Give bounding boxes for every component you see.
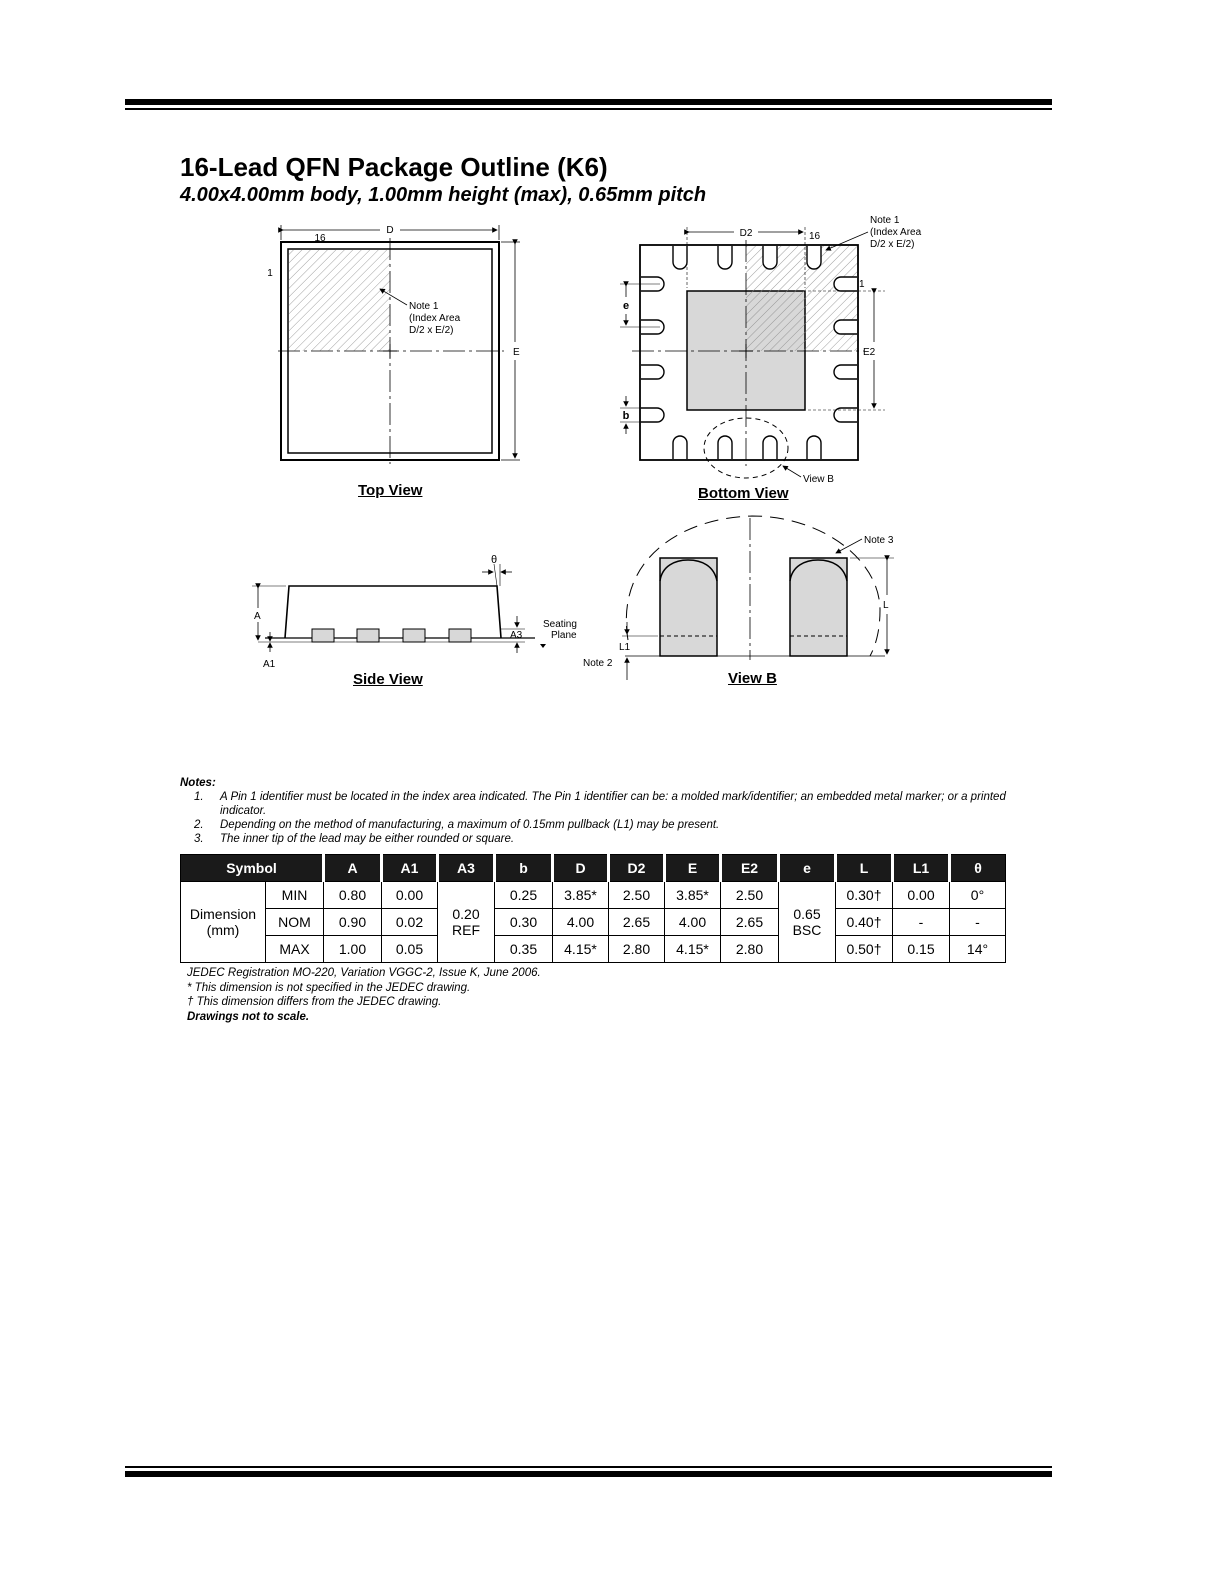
top-view-label: Top View	[358, 482, 423, 499]
dimensions-table	[180, 854, 1006, 963]
package-drawings	[0, 0, 1224, 720]
bottom-view-b-label: View B	[803, 474, 834, 485]
row-label: NOM	[266, 909, 324, 936]
table-row	[181, 936, 1006, 963]
cell-e2: 2.80	[721, 936, 779, 963]
page-title: 16-Lead QFN Package Outline (K6)	[180, 152, 608, 182]
view-b-drawing	[583, 516, 894, 680]
bottom-dim-b: b	[622, 410, 630, 422]
header-a: A	[324, 855, 382, 882]
header-a3: A3	[438, 855, 495, 882]
row-label: MAX	[266, 936, 324, 963]
header-l: L	[836, 855, 893, 882]
cell-e2: 2.50	[721, 882, 779, 909]
viewb-note2: Note 2	[583, 658, 613, 669]
bottom-pin16-label: 16	[809, 231, 821, 242]
viewb-dim-l: L	[883, 600, 889, 611]
note-text: Depending on the method of manufacturing, a maximum of 0.15mm pullback (L1) may be present.	[220, 819, 720, 831]
cell-e: 4.15*	[665, 936, 721, 963]
cell-d2: 2.80	[609, 936, 665, 963]
cell-e: 4.00	[665, 909, 721, 936]
footnote-jedec: JEDEC Registration MO-220, Variation VGGC-2, Issue K, June 2006.	[187, 967, 541, 979]
top-pin1-label: 1	[267, 268, 273, 279]
bottom-view-label: Bottom View	[698, 485, 789, 502]
cell-l: 0.30†	[836, 882, 893, 909]
note-number: 2.	[194, 819, 204, 831]
bottom-pin1-label: 1	[859, 279, 865, 290]
view-b-label: View B	[728, 670, 777, 687]
bottom-index-area-label: (Index Area	[870, 227, 922, 238]
cell-a: 0.90	[324, 909, 382, 936]
cell-theta: 0°	[950, 882, 1006, 909]
top-dim-d: D	[386, 225, 394, 236]
bottom-index-dims: D/2 x E/2)	[870, 239, 915, 250]
header-b: b	[495, 855, 553, 882]
footnote-dagger: † This dimension differs from the JEDEC drawing.	[187, 996, 442, 1008]
note-item	[180, 832, 1010, 846]
bottom-dim-e2: E2	[863, 347, 876, 358]
top-note1: Note 1	[409, 301, 439, 312]
cell-e: 3.85*	[665, 882, 721, 909]
cell-d: 4.15*	[553, 936, 609, 963]
cell-a: 1.00	[324, 936, 382, 963]
table-footnotes	[187, 966, 541, 1024]
notes-section	[180, 776, 1010, 846]
cell-l: 0.50†	[836, 936, 893, 963]
header-symbol: Symbol	[181, 855, 324, 882]
header-e: E	[665, 855, 721, 882]
bottom-dim-d2: D2	[739, 228, 753, 239]
cell-a1: 0.00	[382, 882, 438, 909]
cell-theta: 14°	[950, 936, 1006, 963]
header-theta: θ	[950, 855, 1006, 882]
cell-b: 0.30	[495, 909, 553, 936]
bottom-view-drawing	[620, 215, 922, 485]
bottom-note1: Note 1	[870, 215, 900, 226]
side-dim-a3: A3	[510, 630, 523, 641]
header-e-pitch: e	[779, 855, 836, 882]
note-item	[180, 818, 1010, 832]
top-index-area-label: (Index Area	[409, 313, 461, 324]
top-view-drawing	[267, 225, 520, 464]
dimension-group-label: Dimension (mm)	[181, 882, 266, 963]
cell-d: 3.85*	[553, 882, 609, 909]
note-number: 1.	[194, 791, 204, 803]
side-plane-label: Plane	[551, 630, 577, 641]
side-seating-label: Seating	[543, 619, 577, 630]
viewb-note3: Note 3	[864, 535, 894, 546]
bottom-rule-thin	[125, 1466, 1052, 1468]
top-index-area	[289, 250, 390, 351]
note-number: 3.	[194, 833, 204, 845]
cell-a3-merged: 0.20 REF	[438, 882, 495, 963]
viewb-dim-l1: L1	[619, 642, 631, 653]
cell-theta: -	[950, 909, 1006, 936]
table-header-row	[181, 855, 1006, 882]
cell-d2: 2.50	[609, 882, 665, 909]
footnote-scale: Drawings not to scale.	[187, 1010, 310, 1023]
cell-l1: 0.00	[893, 882, 950, 909]
cell-b: 0.35	[495, 936, 553, 963]
header-a1: A1	[382, 855, 438, 882]
cell-d: 4.00	[553, 909, 609, 936]
header-d2: D2	[609, 855, 665, 882]
cell-a1: 0.05	[382, 936, 438, 963]
cell-a1: 0.02	[382, 909, 438, 936]
top-pin16-label: 16	[314, 233, 326, 244]
cell-l1: -	[893, 909, 950, 936]
note-text: A Pin 1 identifier must be located in the index area indicated. The Pin 1 identifier can be: a molded mark/identifier; an embedded metal marker; or a printed indicator.	[220, 791, 1006, 817]
note-item	[180, 790, 1010, 818]
note-text: The inner tip of the lead may be either rounded or square.	[220, 833, 515, 845]
header-e2: E2	[721, 855, 779, 882]
cell-a: 0.80	[324, 882, 382, 909]
side-view-label: Side View	[353, 671, 423, 688]
page-subtitle: 4.00x4.00mm body, 1.00mm height (max), 0.65mm pitch	[180, 184, 707, 206]
side-dim-a1: A1	[263, 659, 276, 670]
table-row	[181, 882, 1006, 909]
notes-heading: Notes:	[180, 777, 216, 789]
side-theta: θ	[490, 554, 498, 566]
cell-e-pitch-merged: 0.65 BSC	[779, 882, 836, 963]
bottom-rule-thick	[125, 1471, 1052, 1477]
top-dim-e: E	[513, 347, 520, 358]
cell-e2: 2.65	[721, 909, 779, 936]
top-index-dims: D/2 x E/2)	[409, 325, 454, 336]
row-label: MIN	[266, 882, 324, 909]
cell-d2: 2.65	[609, 909, 665, 936]
bottom-dim-e-pitch: e	[622, 300, 630, 312]
cell-l1: 0.15	[893, 936, 950, 963]
cell-b: 0.25	[495, 882, 553, 909]
cell-l: 0.40†	[836, 909, 893, 936]
header-d: D	[553, 855, 609, 882]
header-l1: L1	[893, 855, 950, 882]
table-row	[181, 909, 1006, 936]
side-dim-a: A	[254, 611, 261, 622]
side-view-drawing	[252, 554, 577, 670]
footnote-asterisk: * This dimension is not specified in the JEDEC drawing.	[187, 981, 471, 994]
